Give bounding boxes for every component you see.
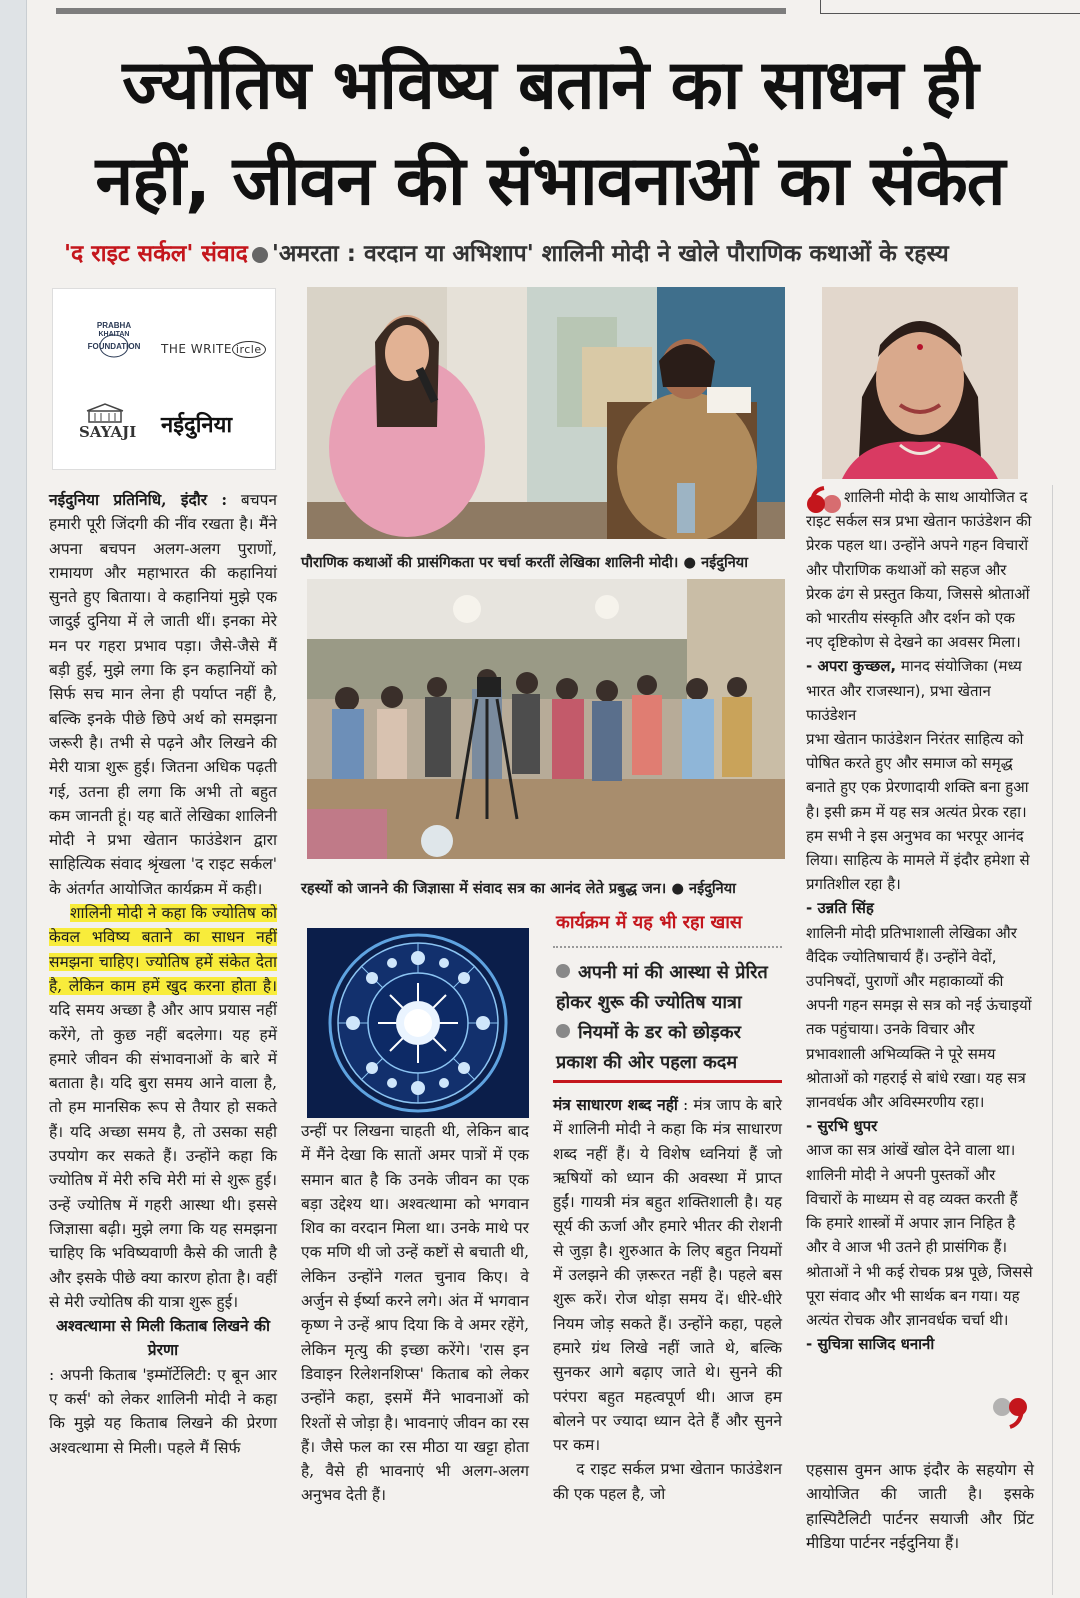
write-circle-text-a: THE WRITE [161, 342, 232, 356]
adjacent-page-strip [0, 0, 27, 1598]
subhead-ashwatthama: अश्वत्थामा से मिली किताब लिखने की प्रेरणा [56, 1316, 270, 1360]
sayaji-text: SAYAJI [79, 423, 137, 441]
sponsor-logos [52, 288, 276, 470]
column1-text-3: : अपनी किताब 'इम्मॉर्टेलिटी: ए बून आर ए कर्स' को लेकर शालिनी मोदी ने कहा कि मुझे यह किताब लिखने की प्रेरणा अश्वत्थामा से मिली। पहले मैं सिर्फ [49, 1365, 277, 1457]
event-credits [806, 1458, 1034, 1555]
column3-para-1 [553, 1093, 782, 1457]
sayaji-logo [79, 403, 136, 441]
testimonial-1-author [806, 654, 1034, 727]
event-credits-text: एहसास वुमन आफ इंदौर के सहयोग से आयोजित की जाती है। इसके हास्पिटैलिटी पार्टनर सयाजी और प्रिंट मीडिया पार्टनर नईदुनिया हैं। [806, 1461, 1034, 1552]
testimonial-4: आज का सत्र आंखें खोल देने वाला था। शालिनी मोदी ने अपनी पुस्तकों और विचारों के माध्यम से वह व्यक्त करती हैं कि हमारे शास्त्रों में अपार ज्ञान निहित है और वे आज भी उतने ही प्रासंगिक हैं। श्रोताओं ने भी कई रोचक प्रश्न पूछे, जिससे पूरा संवाद और भी सार्थक बन गया। यह अत्यंत रोचक और ज्ञानवर्धक चर्चा थी। [806, 1141, 1033, 1329]
testimonial-2: प्रभा खेतान फाउंडेशन निरंतर साहित्य को पोषित करते हुए और समाज को समृद्ध बनाते हुए एक प्रेरणादायी शक्ति बना हुआ है। इसी क्रम में यह सत्र अत्यंत प्रेरक रहा। हम सभी ने इस अनुभव का भरपूर आनंद लिया। साहित्य के मामले में इंदौर हमेशा से प्रगतिशील रहा है। [806, 730, 1030, 894]
testimonial-2-author: - उन्नति सिंह [806, 899, 874, 918]
column1-text-2: यदि समय अच्छा है और आप प्रयास नहीं करेंगे, तो कुछ नहीं बदलेगा। यह हमें हमारे जीवन की संभावनाओं के बारे में बताता है। यदि बुरा समय आने वाला है, तो हम मानसिक रूप से तैयार हो सकते हैं। यदि अच्छा समय है, तो उसका सही उपयोग कर सकते हैं। उन्होंने कहा कि ज्योतिष में मेरी रुचि मेरी मां से शुरू हुई। उन्हें ज्योतिष में गहरी आस्था थी। इससे जिज्ञासा बढ़ी। मुझे लगा कि यह समझना चाहिए कि भविष्यवाणी कैसे की जाती है और इसके पीछे क्या कारण होता है। वहीं से मेरी ज्योतिष की यात्रा शुरू हुई। [49, 1001, 277, 1311]
highlight-item [556, 1018, 782, 1078]
right-border-rule [1052, 485, 1053, 1595]
highlights-box-title: कार्यक्रम में यह भी रहा खास [556, 912, 743, 933]
column1-para-1 [49, 488, 277, 901]
author-name: - अपरा कुच्छल, [806, 657, 897, 676]
testimonial-1: शालिनी मोदी के साथ आयोजित द राइट सर्कल सत्र प्रभा खेतान फाउंडेशन की प्रेरक पहल था। उन्होंने अपने गहन विचारों और पौराणिक कथाओं को सहज और प्रेरक ढंग से प्रस्तुत किया, जिससे श्रोताओं को भारतीय संस्कृति और दर्शन को एक नए दृष्टिकोण से देखने का अवसर मिला। [806, 488, 1032, 652]
column3-text-1: : मंत्र जाप के बारे में शालिनी मोदी ने कहा कि मंत्र साधारण शब्द नहीं हैं। ये विशेष ध्वनियां हैं जो ऋषियों को ध्यान की अवस्था में प्राप्त हुईं। गायत्री मंत्र बहुत शक्तिशाली है। यह सूर्य की ऊर्जा और हमारे भीतर की रोशनी से जुड़ा है। शुरुआत के लिए बहुत नियमों में उलझने की ज़रूरत नहीं है। पहले बस शुरू करें। रोज थोड़ा समय दें। धीरे-धीरे नियम जोड़ सकते हैं। उन्होंने कहा, पहले हमारे ग्रंथ लिखे नहीं जाते थे, बल्कि सुनकर आगे बढ़ाए जाते थे। सुनने की परंपरा बहुत महत्वपूर्ण थी। आज हम बोलने पर ज्यादा ध्यान देते हैं और सुनने पर कम। [553, 1096, 782, 1455]
series-name: 'द राइट सर्कल' संवाद [64, 241, 248, 267]
subhead-text: 'अमरता : वरदान या अभिशाप' शालिनी मोदी ने खोले पौराणिक कथाओं के रहस्य [271, 241, 949, 267]
column1-para-2 [49, 901, 277, 1314]
highlighted-quote: शालिनी मोदी ने कहा कि ज्योतिष को केवल भविष्य बताने का साधन नहीं समझना चाहिए। ज्योतिष हमें संकेत देता है, लेकिन काम हमें खुद करना होता है। [49, 904, 277, 995]
prabha-khaitan-logo [71, 319, 157, 367]
highlight-item [556, 958, 782, 1018]
headline [40, 38, 1060, 230]
column3-para-2 [553, 1457, 782, 1506]
write-circle-logo [161, 341, 266, 358]
testimonial-3: शालिनी मोदी प्रतिभाशाली लेखिका और वैदिक ज्योतिषाचार्य हैं। उन्होंने वेदों, उपनिषदों, पुराणों और महाकाव्यों की अपनी गहन समझ से सत्र को नई ऊंचाइयों तक पहुंचाया। उनके विचार और प्रभावशाली अभिव्यक्ति ने पूरे समय श्रोताओं को गहराई से बांधे रखा। यह सत्र ज्ञानवर्धक और अविस्मरणीय रहा। [806, 923, 1032, 1112]
photo-audience [307, 579, 785, 859]
highlights-box-bottom-rule [553, 1080, 782, 1083]
subheadline [64, 236, 1064, 268]
article-column-3 [553, 1093, 782, 1506]
bullet-dot [252, 247, 268, 263]
testimonial-3-author: - सुरभि धुपर [806, 1117, 878, 1136]
svg-text:KHAITAN: KHAITAN [98, 331, 130, 338]
testimonials-column [806, 485, 1034, 1356]
bullet-dot [556, 964, 570, 978]
column1-text-1: बचपन हमारी पूरी जिंदगी की नींव रखता है। मैंने अपना बचपन अलग-अलग पुराणों, रामायण और महाभारत की कहानियां सुनते हुए बिताया। वे कहानियां मुझे एक जादुई दुनिया में ले जाती थीं। इनका मेरे मन पर गहरा प्रभाव पड़ा। जैसे-जैसे मैं बड़ी हुई, मुझे लगा कि इन कहानियों को सिर्फ सच मान लेना ही पर्याप्त नहीं है, बल्कि इनके पीछे छिपे अर्थ को समझना जरूरी है। तभी से पढ़ने और लिखने की मेरी यात्रा शुरू हुई। जितना अधिक पढ़ती गई, उतना ही लगा कि अभी तो बहुत कम जानती हूं। यह बातें लेखिका शालिनी मोदी ने प्रभा खेतान फाउंडेशन द्वारा साहित्यिक संवाद श्रृंखला 'द राइट सर्कल' के अंतर्गत आयोजित कार्यक्रम में कही। [49, 491, 277, 898]
headline-line-2: नहीं, जीवन की संभावनाओं का संकेत [95, 142, 1005, 221]
sayaji-building-icon [85, 403, 125, 423]
article-column-2 [301, 1119, 529, 1508]
quote-close-icon [990, 1395, 1030, 1429]
subhead-mantra: मंत्र साधारण शब्द नहीं [553, 1095, 678, 1114]
write-circle-text-b: ircle [232, 341, 266, 358]
top-rule [56, 8, 786, 14]
svg-text:FOUNDATION: FOUNDATION [87, 342, 141, 351]
top-corner-rule-h [820, 13, 1080, 14]
column2-text: उन्हीं पर लिखना चाहती थी, लेकिन बाद में मैंने देखा कि सातों अमर पात्रों में एक समान बात है कि उनके जीवन का एक बड़ा उद्देश्य था। अश्वत्थामा को भगवान शिव का वरदान मिला था। उनके माथे पर एक मणि थी जो उन्हें कष्टों से बचाती थी, लेकिन उन्होंने गलत चुनाव किए। वे अर्जुन से ईर्ष्या करने लगे। अंत में भगवान कृष्ण ने उन्हें श्राप दिया कि वे अमर रहेंगे, लेकिन मृत्यु की इच्छा करेंगे। 'रास इन डिवाइन रिलेशनशिप्स' किताब को लेकर उन्होंने कहा, इसमें मैंने भावनाओं को रिश्तों से जोड़ा है। भावनाएं जीवन का रस हैं। जैसे फल का रस मीठा या खट्टा होता है, वैसे ही भावनाएं भी अलग-अलग अनुभव देती हैं। [301, 1122, 529, 1505]
byline: नईदुनिया प्रतिनिधि, इंदौर : [49, 490, 228, 509]
highlight-item-text: अपनी मां की आस्था से प्रेरित होकर शुरू की ज्योतिष यात्रा [556, 962, 768, 1013]
naidunia-logo: नईदुनिया [161, 413, 233, 438]
column3-text-2: द राइट सर्कल प्रभा खेतान फाउंडेशन की एक पहल है, जो [553, 1460, 782, 1503]
column1-para-3 [49, 1314, 277, 1460]
bullet-dot [556, 1024, 570, 1038]
headline-line-1: ज्योतिष भविष्य बताने का साधन ही [122, 46, 978, 125]
top-corner-rule [820, 0, 821, 14]
svg-text:PRABHA: PRABHA [96, 321, 132, 330]
article-column-1 [49, 488, 277, 1460]
author-role: मानद संयोजिका (मध्य भारत और राजस्थान), प्रभा खेतान फाउंडेशन [806, 657, 1022, 724]
prabha-khaitan-mark [71, 319, 157, 367]
photo-speaker-discussion [307, 287, 785, 539]
photo1-caption: पौराणिक कथाओं की प्रासंगिकता पर चर्चा करतीं लेखिका शालिनी मोदी। ● नईदुनिया [301, 555, 748, 571]
photo-portrait-shalini-modi [822, 287, 1018, 479]
highlight-item-text: नियमों के डर को छोड़कर प्रकाश की ओर पहला कदम [556, 1022, 741, 1073]
highlights-box-rule [553, 946, 782, 948]
photo-zodiac-wheel [307, 928, 529, 1118]
testimonial-4-author: - सुचित्रा साजिद धनानी [806, 1335, 935, 1354]
photo2-caption: रहस्यों को जानने की जिज्ञासा में संवाद सत्र का आनंद लेते प्रबुद्ध जन। ● नईदुनिया [301, 881, 736, 897]
